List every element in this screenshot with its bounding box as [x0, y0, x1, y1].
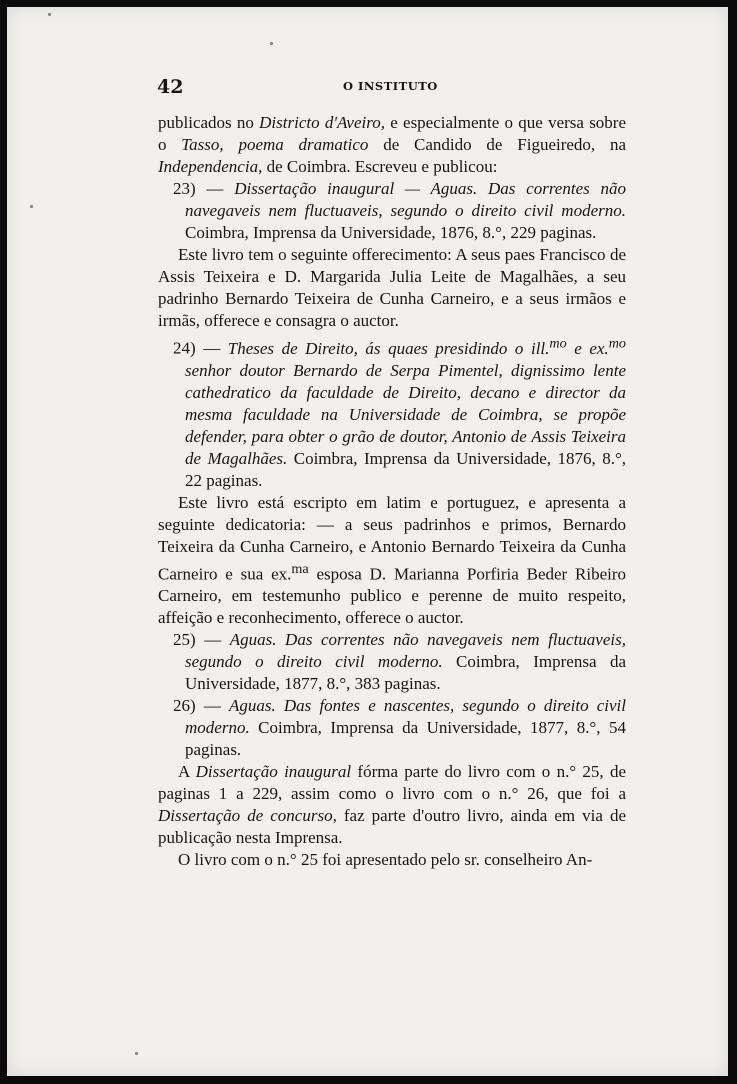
speck — [48, 13, 51, 16]
entry-number: 24) — — [173, 338, 228, 358]
paragraph-notes — [158, 761, 626, 849]
text-run: faz parte d'outro livro, ainda em via de publicação nesta Imprensa. — [158, 806, 626, 848]
entry-imprint: Coimbra, Imprensa da Universidade, 1877, 8.°, 383 paginas. — [185, 652, 626, 694]
entry-imprint: Coimbra, Imprensa da Universidade, 1877, 8.°, 54 paginas. — [185, 718, 626, 760]
text-run: A — [178, 762, 196, 782]
text-run: de Coimbra. Escreveu e publicou: — [262, 157, 498, 176]
superscript: ma — [291, 560, 309, 577]
text-run: publicados no — [158, 113, 260, 132]
paragraph-intro — [158, 112, 626, 178]
entry-number: 25) — — [173, 630, 230, 650]
text-run: e especialmente o que versa sobre o — [158, 113, 627, 154]
running-header — [0, 76, 737, 100]
superscript: mo — [608, 335, 626, 351]
entry-title: Aguas. Das fontes e nascentes, segundo o direito civil moderno. — [185, 696, 626, 738]
speck — [135, 1052, 138, 1055]
text-run: Independencia, — [158, 157, 263, 176]
entry-number: 26) — — [173, 696, 229, 716]
page-number: 42 — [157, 76, 184, 98]
entry-25 — [158, 629, 626, 695]
entry-26 — [158, 695, 626, 761]
text-run: Districto d'Aveiro, — [259, 113, 385, 132]
text-run: Dissertação inaugural — [195, 762, 352, 782]
entry-imprint: Coimbra, Imprensa da Universidade, 1876, 8.°, 229 paginas. — [185, 223, 597, 242]
paragraph-dedication — [158, 492, 626, 630]
text-run: Tasso, poema dramatico — [181, 135, 369, 154]
text-run: Este livro está escripto em latim e portuguez, e apresenta a seguinte dedicatoria: — a seus padrinhos e primos, Bernardo Teixeira da Cunha Carneiro, e Antonio Bernardo Teixeira da Cunha Carneiro e sua ex. — [158, 492, 626, 584]
paragraph-offering: Este livro tem o seguinte offerecimento: A seus paes Francisco de Assis Teixeira e D. Margarida Julia Leite de Magalhães, a seu padrinho Bernardo Teixeira de Cunha Carneiro, e a seus irmãos e irmãs, offerece e consagra o auctor. — [158, 245, 626, 330]
entry-24 — [158, 332, 626, 492]
text-run: de Candido de Figueiredo, na — [368, 135, 626, 154]
text-run: Theses de Direito, ás quaes presidindo o ill. — [227, 338, 550, 358]
entry-title: Aguas. Das correntes não navegaveis nem fluctuaveis, segundo o direito civil moderno. — [185, 630, 626, 672]
running-title: O INSTITUTO — [343, 79, 438, 93]
entry-title: Dissertação inaugural — Aguas. Das correntes não navegaveis nem fluctuaveis, segundo o direito civil moderno. — [185, 179, 626, 220]
text-run: e ex. — [566, 338, 609, 358]
entry-number: 23) — — [173, 179, 235, 198]
speck — [30, 205, 33, 208]
entry-imprint: Coimbra, Imprensa da Universidade, 1876, 8.°, 22 paginas. — [185, 448, 626, 490]
speck — [270, 42, 273, 45]
entry-23 — [158, 178, 626, 244]
superscript: mo — [549, 335, 567, 351]
page-body — [158, 112, 626, 871]
paragraph-final: O livro com o n.° 25 foi apresentado pelo sr. conselheiro An- — [178, 850, 593, 870]
text-run: Dissertação de concurso, — [158, 806, 337, 826]
text-run: esposa D. Marianna Porfiria Beder Ribeiro Carneiro, em testemunho publico e perenne de muito respeito, affeição e reconhecimento, offerece o auctor. — [158, 564, 626, 628]
text-run: senhor doutor Bernardo de Serpa Pimentel, dignissimo lente cathedratico da faculdade de Direito, decano e director da mesma faculdade na Universidade de Coimbra, se propõe defender, para obter o grão de doutor, Antonio de Assis Teixeira de Magalhães. — [185, 360, 626, 468]
text-run: fórma parte do livro com o n.° 25, de paginas 1 a 229, assim como o livro com o n.° 26, que foi a — [158, 762, 626, 804]
